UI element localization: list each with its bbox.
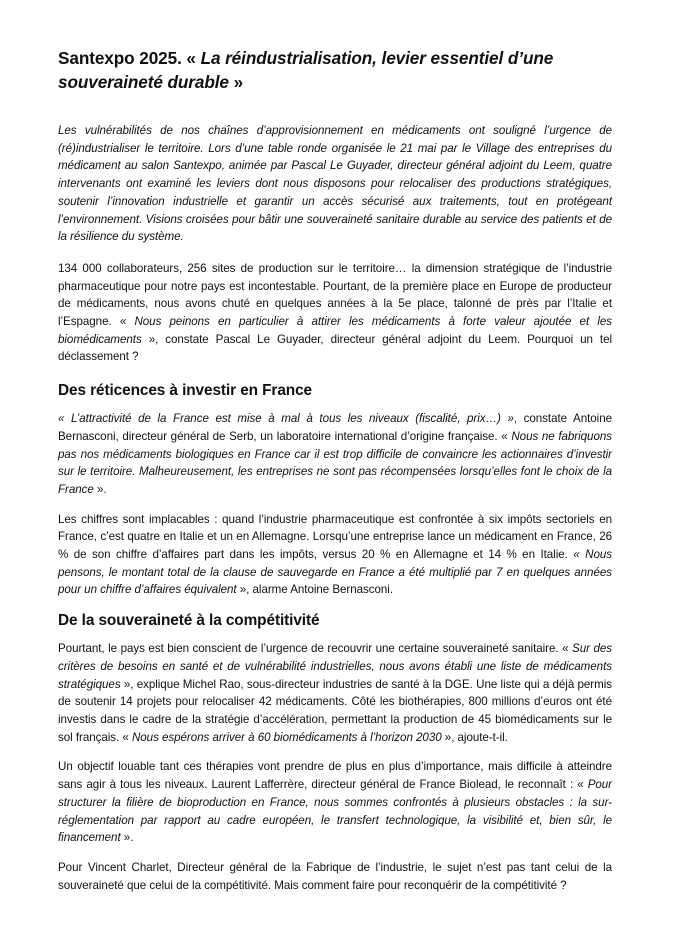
bioproduction-text: Un objectif louable tant ces thérapies vont prendre de plus en plus d’importance, mais difficile à atteindre sans agir à tous les niveaux. Laurent Lafferrère, directeur général de France Biolead, le reconnaît : « (58, 760, 612, 792)
paragraph-souverainete (58, 640, 612, 746)
paragraph-intro (58, 260, 612, 366)
paragraph-competitivite: Pour Vincent Charlet, Directeur général de la Fabrique de l’industrie, le sujet n’est pas tant celui de la souveraineté que celui de la compétitivité. Mais comment faire pour reconquérir de la compétitivité ? (58, 860, 612, 892)
chiffres-quote: « Nous pensons, le montant total de la clause de sauvegarde en France a été multiplié par 7 en quelques années pour un chiffre d’affaires équivalent (58, 548, 612, 597)
chiffres-text: Les chiffres sont implacables : quand l’industrie pharmaceutique est confrontée à six impôts sectoriels en France, c’est quatre en Italie et un en Allemagne. Lorsqu’une entreprise lance un médicament en France, 26 % de son chiffre d’affaires part dans les impôts, versus 20 % en Allemagne et 14 % en Italie. (58, 512, 612, 562)
title-suffix: » (228, 72, 244, 92)
intro-text-a: 134 000 collaborateurs, 256 sites de production sur le territoire… la dimension stratégique de l’industrie pharmaceutique pour notre pays est incontestable. Pourtant, de la première place en Europe de producteur de médicaments, nous avons chuté en quelques années à la 5e place, talonné de près par l’Italie et l’Espagne. « (58, 261, 612, 329)
paragraph-attractivite (58, 410, 612, 499)
section-heading-reticences: Des réticences à investir en France (58, 382, 313, 400)
souverainete-end: », ajoute-t-il. (441, 730, 508, 744)
attractivite-quote-1: « L’attractivité de la France est mise à mal à tous les niveaux (fiscalité, prix…) » (58, 412, 514, 426)
souverainete-text-a: Pourtant, le pays est bien conscient de l’urgence de recouvrir une certaine souveraineté sanitaire. « (58, 642, 573, 656)
title-prefix: Santexpo 2025. « (58, 48, 201, 68)
souverainete-quote-1: Sur des critères de besoins en santé et de vulnérabilité industrielles, nous avons établi une liste de médicaments stratégiques (58, 642, 612, 691)
attractivite-text: , constate Antoine Bernasconi, directeur général de Serb, un laboratoire international d’origine française. « (58, 412, 613, 443)
intro-text-c: », constate Pascal Le Guyader, directeur général adjoint du Leem. Pourquoi un tel déclassement ? (58, 332, 612, 364)
bioproduction-quote: Pour structurer la filière de bioproduction en France, nous sommes confrontés à plusieurs obstacles : la sur-réglementation par rapport au cadre européen, le transfert technologique, la visibilité et, bien sûr, le financement (58, 778, 612, 845)
chiffres-end: », alarme Antoine Bernasconi. (236, 583, 394, 597)
paragraph-bioproduction (58, 758, 612, 847)
article-title (58, 46, 612, 94)
attractivite-quote-2: Nous ne fabriquons pas nos médicaments biologiques en France car il est trop difficile de convaincre les actionnaires d’investir sur le territoire. Malheureusement, les entreprises ne sont pas récompensées lorsqu’elles font le choix de la France (58, 429, 612, 496)
article-lead: Les vulnérabilités de nos chaînes d’approvisionnement en médicaments ont souligné l’urgence de (ré)industrialiser le territoire. Lors d’une table ronde organisée le 21 mai par le Village des entreprises du médicament au salon Santexpo, animée par Pascal Le Guyader, directeur général adjoint du Leem, quatre intervenants ont examiné les leviers dont nous disposons pour relocaliser des productions stratégiques, soutenir l’innovation industrielle et garantir un accès sécurisé aux traitements, tout en protégeant l’environnement. Visions croisées pour bâtir une souveraineté sanitaire durable au service des patients et de la résilience du système. (58, 124, 612, 244)
section-heading-souverainete: De la souveraineté à la compétitivité (58, 612, 320, 630)
intro-quote: Nous peinons en particulier à attirer les médicaments à forte valeur ajoutée et les biomédicaments (58, 315, 613, 346)
attractivite-end: ». (93, 482, 107, 496)
bioproduction-end: ». (120, 831, 134, 845)
title-quote: La réindustrialisation, levier essentiel d’une souveraineté durable (58, 48, 554, 92)
paragraph-chiffres (58, 511, 612, 600)
souverainete-text-c: », explique Michel Rao, sous-directeur industries de santé à la DGE. Une liste qui a déjà permis de soutenir 14 projets pour relocaliser 42 médicaments. Côté les biothérapies, 800 millions d’euros ont été investis dans le cadre de la stratégie d’accélération, permettant la production de 45 biomédicaments sur le sol français. « (58, 677, 612, 744)
souverainete-quote-2: Nous espérons arriver à 60 biomédicaments à l’horizon 2030 (131, 730, 442, 744)
